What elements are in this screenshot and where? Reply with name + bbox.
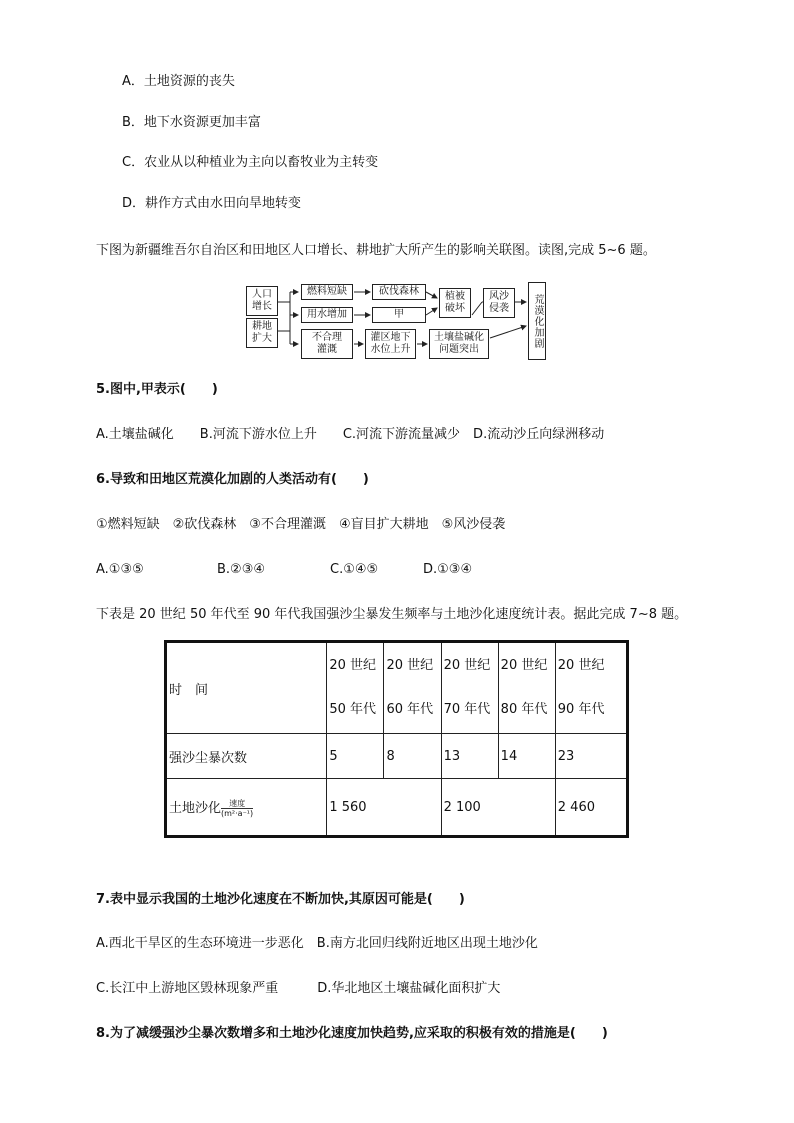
node-farmland-expansion: 耕地 扩大: [246, 318, 278, 348]
q5-options: A.土壤盐碱化 B.河流下游水位上升 C.河流下游流量减少 D.流动沙丘向绿洲移动: [96, 427, 605, 442]
intro-q7-8: 下表是 20 世纪 50 年代至 90 年代我国强沙尘暴发生频率与土地沙化速度统计表。据此完成 7~8 题。: [96, 607, 688, 622]
node-improper-irrigation: 不合理 灌溉: [301, 329, 353, 359]
storm-count-cell: 14: [498, 734, 555, 779]
q6-items: ①燃料短缺 ②砍伐森林 ③不合理灌溉 ④盲目扩大耕地 ⑤风沙侵袭: [96, 517, 506, 532]
q4-option-b: B．地下水资源更加丰富: [122, 115, 261, 130]
table-row-sandstorm: [167, 734, 627, 779]
storm-label-cell: 强沙尘暴次数: [167, 734, 327, 779]
q6-option-a: A.①③⑤: [96, 562, 144, 577]
q7-options-ab: A.西北干旱区的生态环境进一步恶化 B.南方北回归线附近地区出现土地沙化: [96, 936, 538, 951]
node-population-growth: 人口 增长: [246, 286, 278, 316]
sand-speed-cell: 1 560: [327, 779, 441, 836]
decade-cell: 20 世纪 70 年代: [441, 643, 498, 734]
sand-label-cell: [167, 779, 327, 836]
impact-flow-diagram: [246, 280, 550, 362]
decade-cell: 20 世纪 60 年代: [384, 643, 441, 734]
storm-count-cell: 23: [555, 734, 626, 779]
q4-option-c: C．农业从以种植业为主向以畜牧业为主转变: [122, 155, 379, 170]
node-groundwater-rise: 灌区地下 水位上升: [365, 329, 416, 359]
sandstorm-statistics-table: [166, 642, 627, 836]
q8-stem: 8.为了减缓强沙尘暴次数增多和土地沙化速度加快趋势,应采取的积极有效的措施是( ): [96, 1026, 608, 1041]
sand-speed-cell: 2 460: [555, 779, 626, 836]
node-soil-salinization: 土壤盐碱化 问题突出: [429, 329, 489, 359]
storm-count-cell: 5: [327, 734, 384, 779]
node-water-increase: 用水增加: [301, 307, 353, 323]
q7-options-cd: C.长江中上游地区毁林现象严重 D.华北地区土壤盐碱化面积扩大: [96, 981, 501, 996]
q7-stem: 7.表中显示我国的土地沙化速度在不断加快,其原因可能是( ): [96, 892, 465, 907]
table-row-desertification: [167, 779, 627, 836]
time-label-cell: 时 间: [167, 643, 327, 734]
node-deforestation: 砍伐森林: [372, 284, 426, 300]
q6-stem: 6.导致和田地区荒漠化加剧的人类活动有( ): [96, 472, 369, 487]
sand-unit: $\frac{\text{速度}}{\text{(m²·a⁻¹)}}$: [221, 798, 254, 818]
q5-stem: 5.图中,甲表示( ): [96, 382, 218, 397]
node-fuel-shortage: 燃料短缺: [301, 284, 353, 300]
q4-option-a: A．土地资源的丧失: [122, 74, 235, 89]
q6-option-c: C.①④⑤: [330, 562, 379, 577]
q6-option-b: B.②③④: [217, 562, 266, 577]
sand-speed-cell: 2 100: [441, 779, 555, 836]
node-vegetation-damage: 植被 破坏: [439, 288, 471, 318]
storm-count-cell: 13: [441, 734, 498, 779]
table-row-time: [167, 643, 627, 734]
q6-option-d: D.①③④: [423, 562, 473, 577]
storm-count-cell: 8: [384, 734, 441, 779]
intro-q5-6: 下图为新疆维吾尔自治区和田地区人口增长、耕地扩大所产生的影响关联图。读图,完成 5~6 题。: [96, 243, 656, 258]
decade-cell: 20 世纪 90 年代: [555, 643, 626, 734]
sand-label: 土地沙化: [169, 800, 222, 816]
decade-cell: 20 世纪 50 年代: [327, 643, 384, 734]
node-desertification: 荒漠化加剧: [528, 282, 546, 360]
node-sand-invasion: 风沙 侵袭: [483, 288, 515, 318]
q4-option-d: D．耕作方式由水田向旱地转变: [122, 196, 302, 211]
node-jia: 甲: [372, 307, 426, 323]
decade-cell: 20 世纪 80 年代: [498, 643, 555, 734]
